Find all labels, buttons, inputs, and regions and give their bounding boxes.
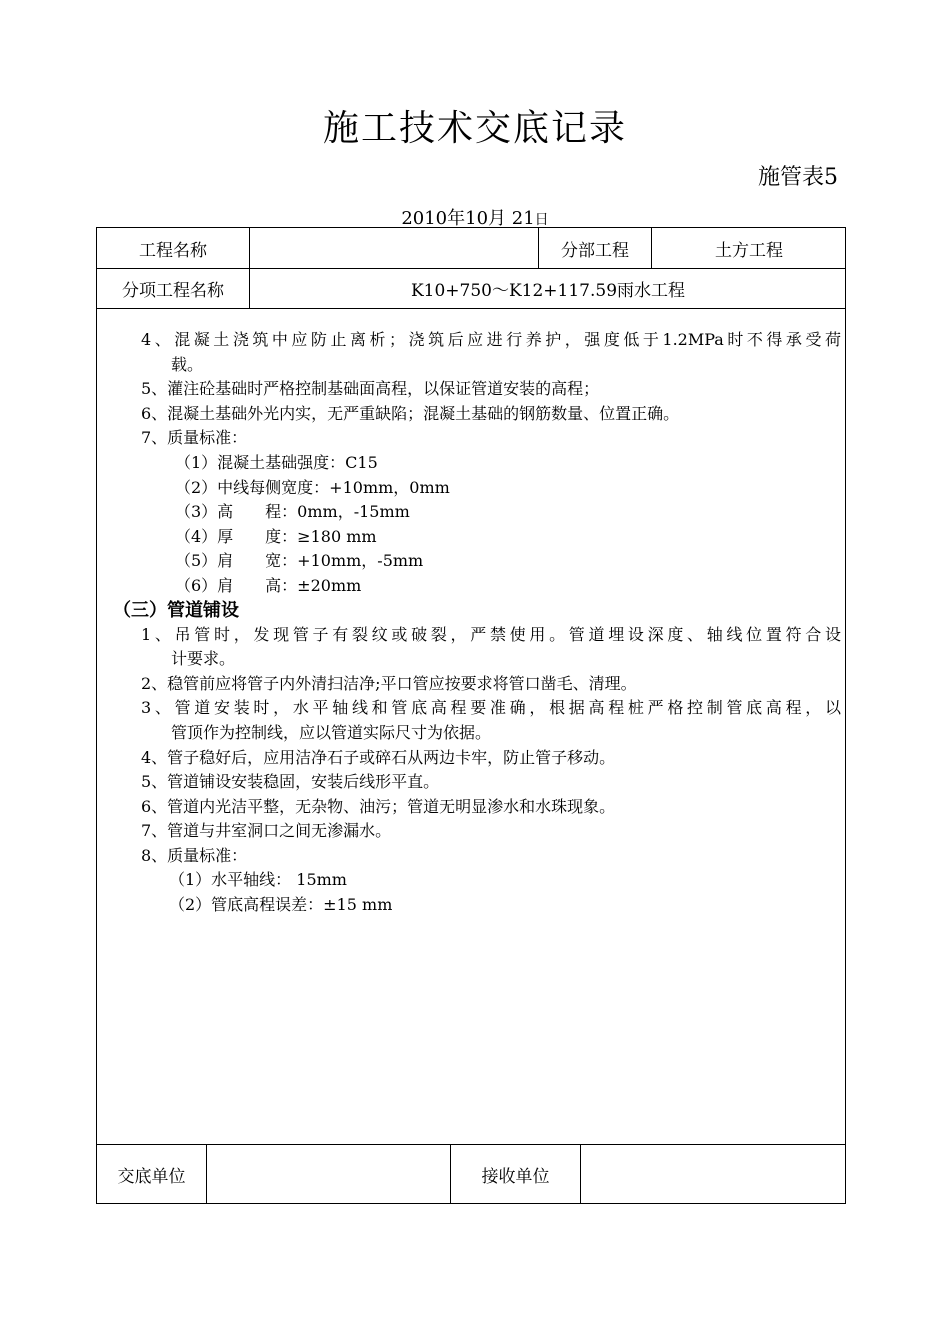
receiver-value[interactable] [581,1145,846,1204]
content-line: 5、管道铺设安装稳固，安装后线形平直。 [141,772,440,792]
division-value: 土方工程 [715,240,783,261]
content-line: 7、质量标准： [141,428,248,448]
issuer-label: 交底单位 [117,1167,186,1187]
content-line: 2、稳管前应将管子内外清扫洁净;平口管应按要求将管口凿毛、清理。 [141,673,637,693]
quality-item: （6）肩 高：±20mm [175,575,362,595]
record-table [96,227,846,1204]
subitem-label: 分项工程名称 [122,281,224,301]
content-line: 4、混凝土浇筑中应防止离析；浇筑后应进行养护，强度低于1.2MPa时不得承受荷 [141,330,841,349]
date-day-suffix: 日 [534,212,549,228]
quality-item: （3）高 程：0mm，-15mm [175,502,410,522]
content-line: 载。 [171,354,204,374]
receiver-label: 接收单位 [481,1167,550,1187]
content-line: 计要求。 [171,649,236,669]
section-heading: （三）管道铺设 [113,599,239,621]
content-line: 管顶作为控制线，应以管道实际尺寸为依据。 [171,722,492,742]
document-title: 施工技术交底记录 [322,108,627,149]
quality-item: （4）厚 度：≥180 mm [175,526,377,546]
quality-item: （1）水平轴线： 15mm [169,870,347,890]
date-main: 2010年10月 21 [401,208,535,229]
content-line: 6、混凝土基础外光内实，无严重缺陷；混凝土基础的钢筋数量、位置正确。 [141,403,680,423]
content-line: 1、吊管时，发现管子有裂纹或破裂，严禁使用。管道埋设深度、轴线位置符合设 [141,624,841,644]
quality-item: （5）肩 宽：+10mm，-5mm [175,551,424,571]
quality-item: （2）管底高程误差：±15 mm [169,895,393,915]
project-name-value[interactable] [250,228,538,268]
content-line: 3、管道安装时，水平轴线和管底高程要准确，根据高程桩严格控制管底高程，以 [141,698,841,718]
division-label: 分部工程 [561,240,629,261]
content-line: 6、管道内光洁平整，无杂物、油污；管道无明显渗水和水珠现象。 [141,796,616,816]
quality-item: （1）混凝土基础强度：C15 [175,452,378,472]
form-number: 施管表5 [758,165,838,190]
row-divider-2 [97,308,845,309]
issuer-value[interactable] [207,1145,450,1204]
subitem-value: K10+750～K12+117.59雨水工程 [410,281,686,301]
project-name-label: 工程名称 [139,240,207,261]
disclosure-content [113,328,841,918]
content-line: 4、管子稳好后，应用洁净石子或碎石从两边卡牢，防止管子移动。 [141,747,616,767]
content-line: 8、质量标准： [141,845,248,865]
content-line: 7、管道与井室洞口之间无渗漏水。 [141,821,392,841]
quality-item: （2）中线每侧宽度：+10mm，0mm [175,477,450,497]
content-line: 5、灌注砼基础时严格控制基础面高程，以保证管道安装的高程； [141,379,600,399]
